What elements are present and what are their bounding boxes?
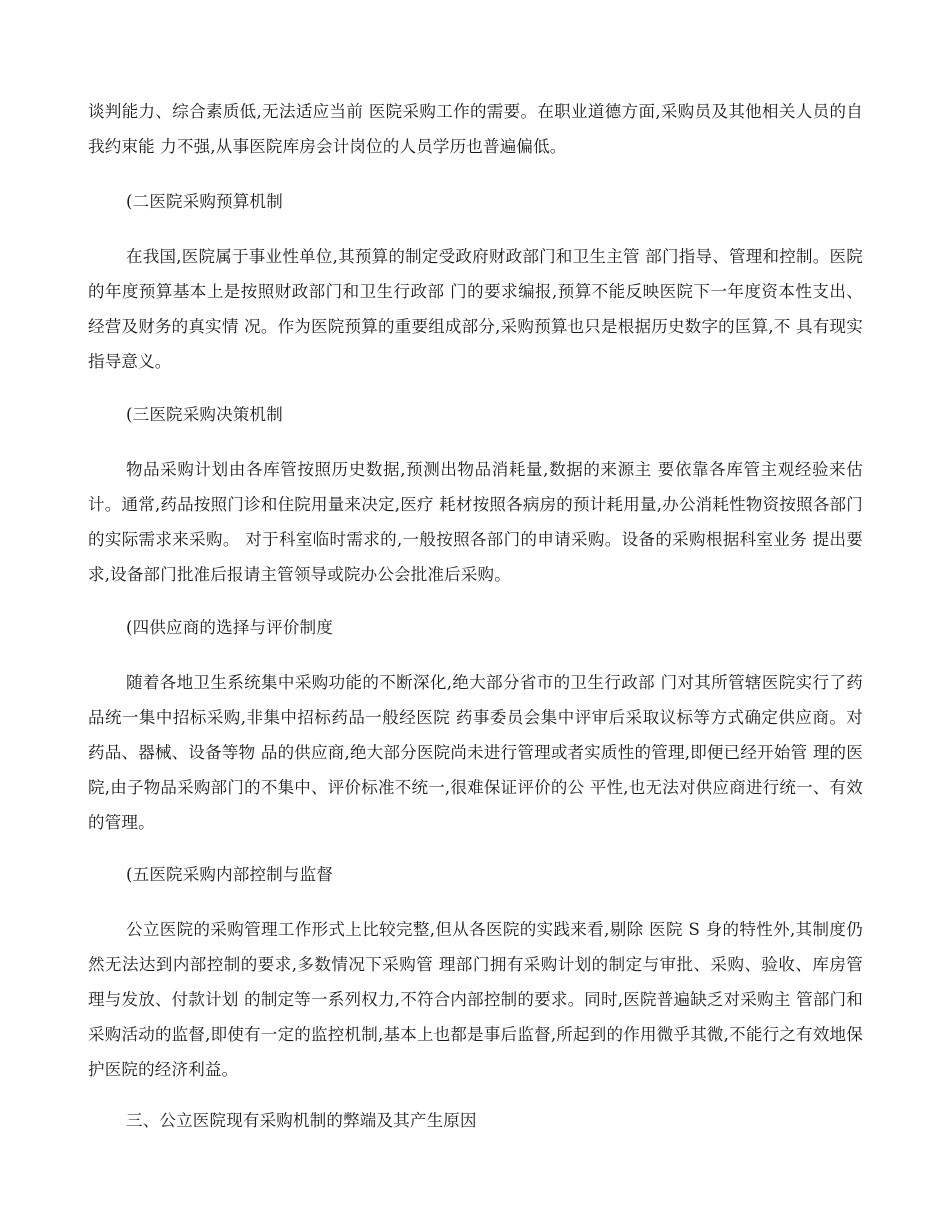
heading-decision-mechanism: (三医院采购决策机制 [126, 405, 283, 424]
paragraph-staff-quality: 谈判能力、综合素质低,无法适应当前 医院采购工作的需要。在职业道德方面,采购员及其他相关人员的自我约束能 力不强,从事医院库房会计岗位的人员学历也普遍偏低。 [88, 102, 863, 156]
paragraph-budget-mechanism: 在我国,医院属于事业性单位,其预算的制定受政府财政部门和卫生主管 部门指导、管理和控制。医院的年度预算基本上是按照财政部门和卫生行政部 门的要求编报,预算不能反映医院下一年度资本性支出、经营及财务的真实情 况。作为医院预算的重要组成部分,采购预算也只是根据历史数字的匡算,不 具有现实指导意义。 [88, 247, 863, 371]
paragraph-internal-control: 公立医院的采购管理工作形式上比较完整,但从各医院的实践来看,剔除 医院 S 身的特性外,其制度仍然无法达到内部控制的要求,多数情况下采购管 理部门拥有采购计划的制定与审批、采购、验收、库房管理与发放、付款计划 的制定等一系列权力,不符合内部控制的要求。同时,医院普遍缺乏对采购主 管部门和采购活动的监督,即使有一定的监控机制,基本上也都是事后监督,所起到的作用微乎其微,不能行之有效地保护医院的经济利益。 [88, 920, 863, 1079]
paragraph-supplier-selection: 随着各地卫生系统集中采购功能的不断深化,绝大部分省市的卫生行政部 门对其所管辖医院实行了药品统一集中招标采购,非集中招标药品一般经医院 药事委员会集中评审后采取议标等方式确定供应商。对药品、器械、设备等物 品的供应商,绝大部分医院尚未进行管理或者实质性的管理,即便已经开始管 理的医院,由子物品采购部门的不集中、评价标准不统一,很难保证评价的公 平性,也无法对供应商进行统一、有效的管理。 [88, 673, 863, 832]
heading-internal-control: (五医院采购内部控制与监督 [126, 865, 334, 884]
paragraph-decision-mechanism: 物品采购计划由各库管按照历史数据,预测出物品消耗量,数据的来源主 要依靠各库管主观经验来估计。通常,药品按照门诊和住院用量来决定,医疗 耗材按照各病房的预计耗用量,办公消耗性物资按照各部门的实际需求来采购。 对于科室临时需求的,一般按照各部门的申请采购。设备的采购根据科室业务 提出要求,设备部门批准后报请主管领导或院办公会批准后采购。 [88, 460, 863, 584]
heading-budget-mechanism: (二医院采购预算机制 [126, 192, 283, 211]
heading-supplier-selection: (四供应商的选择与评价制度 [126, 618, 334, 637]
section-heading-drawbacks: 三、公立医院现有采购机制的弊端及其产生原因 [126, 1111, 477, 1130]
